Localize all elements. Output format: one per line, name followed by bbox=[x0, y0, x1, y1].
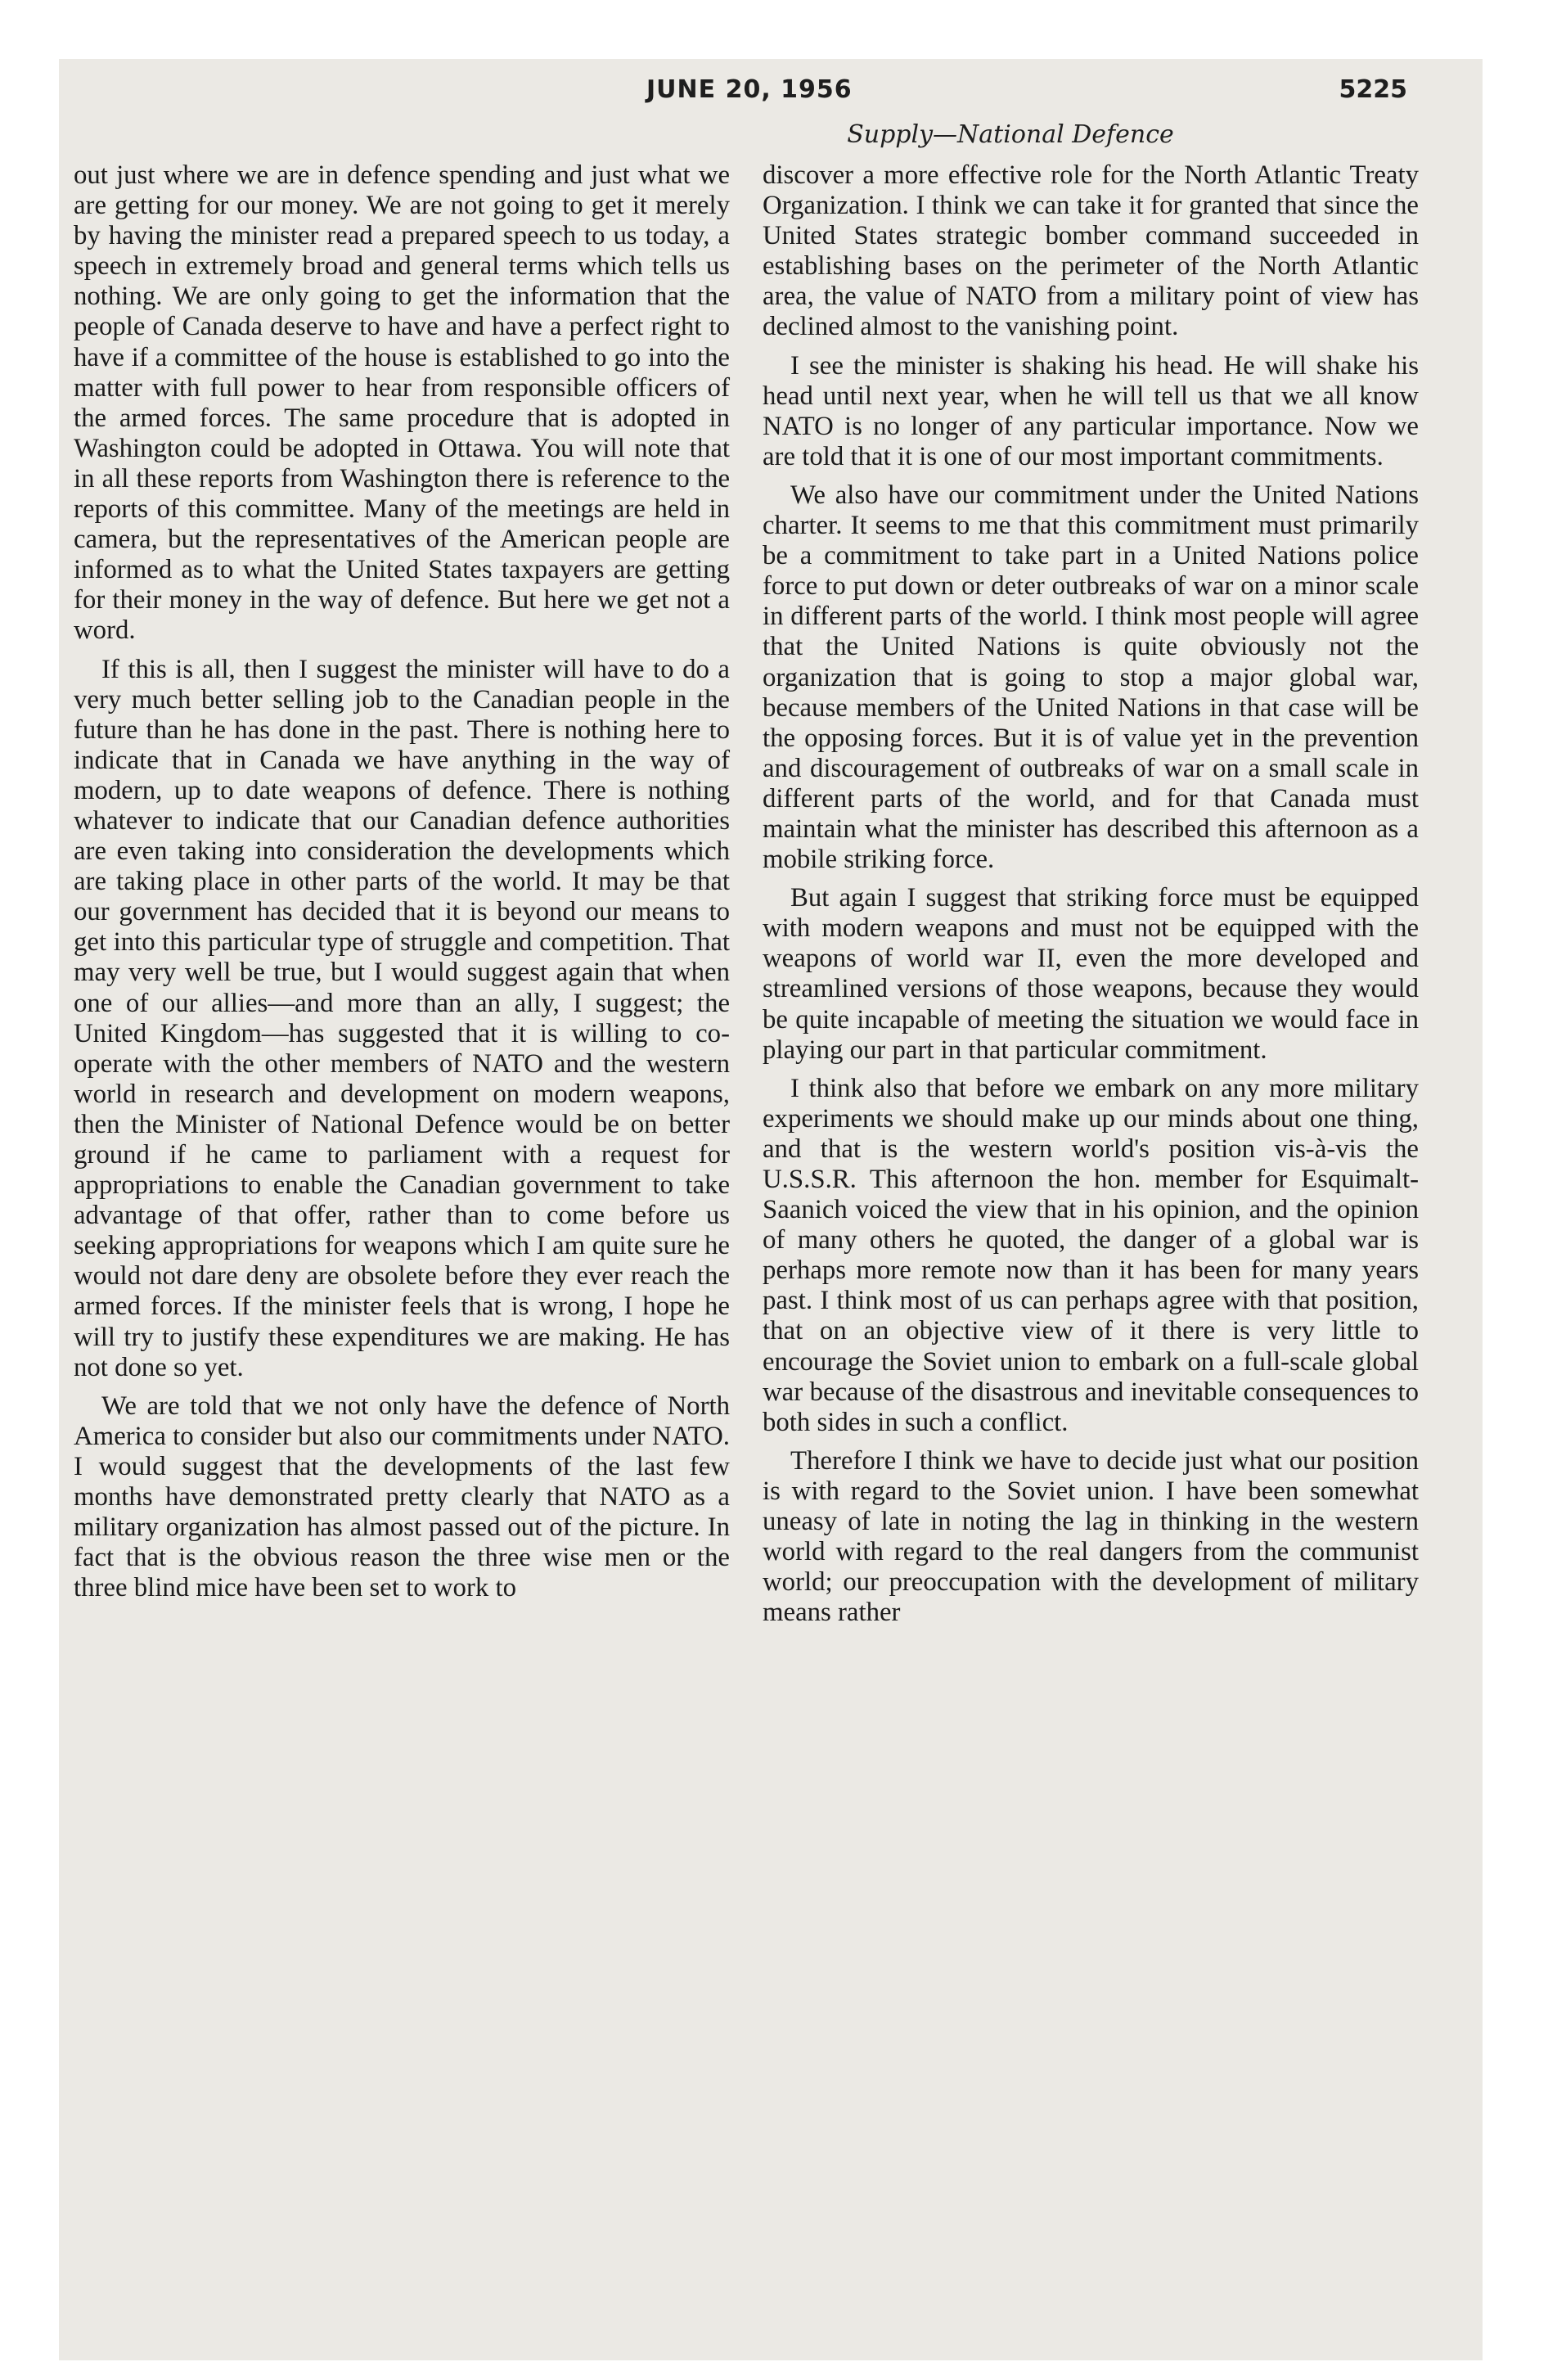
paragraph: Therefore I think we have to decide just what our position is with regard to the Soviet union. I have been somewhat uneasy of late in noting the lag in thinking in the western world with regard to the real dangers from the communist world; our preoccupation with the development of military means rather bbox=[763, 1445, 1419, 1628]
paragraph: discover a more effective role for the North Atlantic Treaty Organization. I think we can take it for granted that since the United States strategic bomber command succeeded in establishing bases on the perimeter of the North Atlantic area, the value of NATO from a military point of view has declined almost to the vanishing point. bbox=[763, 160, 1419, 342]
paragraph: I see the minister is shaking his head. He will shake his head until next year, when he will tell us that we all know NATO is no longer of any particular importance. Now we are told that it is one of our most important commitments. bbox=[763, 350, 1419, 471]
paragraph: But again I suggest that striking force must be equipped with modern weapons and must not be equipped with the weapons of world war II, even the more developed and streamlined versions of those weapons, because they would be quite incapable of meeting the situation we would face in playing our part in that particular commitment. bbox=[763, 883, 1419, 1065]
paragraph: I think also that before we embark on any more military experiments we should make up our minds about one thing, and that is the western world's position vis-à-vis the U.S.S.R. This afternoon the hon. member for Esquimalt-Saanich voiced the view that in his opinion, and the opinion of many others he quoted, the danger of a global war is perhaps more remote now than it has been for many years past. I think most of us can perhaps agree with that position, that on an objective view of it there is very little to encourage the Soviet union to embark on a full-scale global war because of the disastrous and inevitable consequences to both sides in such a conflict. bbox=[763, 1073, 1419, 1437]
paragraph: We also have our commitment under the United Nations charter. It seems to me that this commitment must primarily be a commitment to take part in a United Nations police force to put down or deter outbreaks of war on a minor scale in different parts of the world. I think most people will agree that the United Nations is quite obviously not the organization that is going to stop a major global war, because members of the United Nations in that case will be the opposing forces. But it is of value yet in the prevention and discouragement of outbreaks of war on a small scale in different parts of the world, and for that Canada must maintain what the minister has described this afternoon as a mobile striking force. bbox=[763, 480, 1419, 875]
paragraph: We are told that we not only have the defence of North America to consider but also our commitments under NATO. I would suggest that the developments of the last few months have demonstrated pretty clearly that NATO as a military organization has almost passed out of the picture. In fact that is the obvious reason the three wise men or the three blind mice have been set to work to bbox=[74, 1391, 730, 1603]
paragraph: If this is all, then I suggest the minister will have to do a very much better selling job to the Canadian people in the future than he has done in the past. There is nothing here to indicate that in Canada we have anything in the way of modern, up to date weapons of defence. There is nothing whatever to indicate that our Canadian defence authorities are even taking into consideration the developments which are taking place in other parts of the world. It may be that our government has decided that it is beyond our means to get into this particular type of struggle and competition. That may very well be true, but I would suggest again that when one of our allies—and more than an ally, I suggest; the United Kingdom—has suggested that it is willing to co-operate with the other members of NATO and the western world in research and development on modern weapons, then the Minister of National Defence would be on better ground if he came to parliament with a request for appropriations to enable the Canadian government to take advantage of that offer, rather than to come before us seeking appropriations for weapons which I am quite sure he would not dare deny are obsolete before they ever reach the armed forces. If the minister feels that is wrong, I hope he will try to justify these expenditures we are making. He has not done so yet. bbox=[74, 654, 730, 1382]
page-header bbox=[646, 75, 1407, 115]
left-column bbox=[74, 160, 730, 1611]
paragraph: out just where we are in defence spending and just what we are getting for our money. We are not going to get it merely by having the minister read a prepared speech to us today, a speech in extremely broad and general terms which tells us nothing. We are only going to get the information that the people of Canada deserve to have and have a perfect right to have if a committee of the house is established to go into the matter with full power to hear from responsible officers of the armed forces. The same procedure that is adopted in Washington could be adopted in Ottawa. You will note that in all these reports from Washington there is reference to the reports of this committee. Many of the meetings are held in camera, but the representatives of the American people are informed as to what the United States taxpayers are getting for their money in the way of defence. But here we get not a word. bbox=[74, 160, 730, 646]
right-column bbox=[763, 160, 1419, 1636]
section-title: Supply—National Defence bbox=[847, 120, 1174, 149]
header-date: JUNE 20, 1956 bbox=[646, 75, 853, 104]
page-number: 5225 bbox=[1339, 75, 1407, 104]
